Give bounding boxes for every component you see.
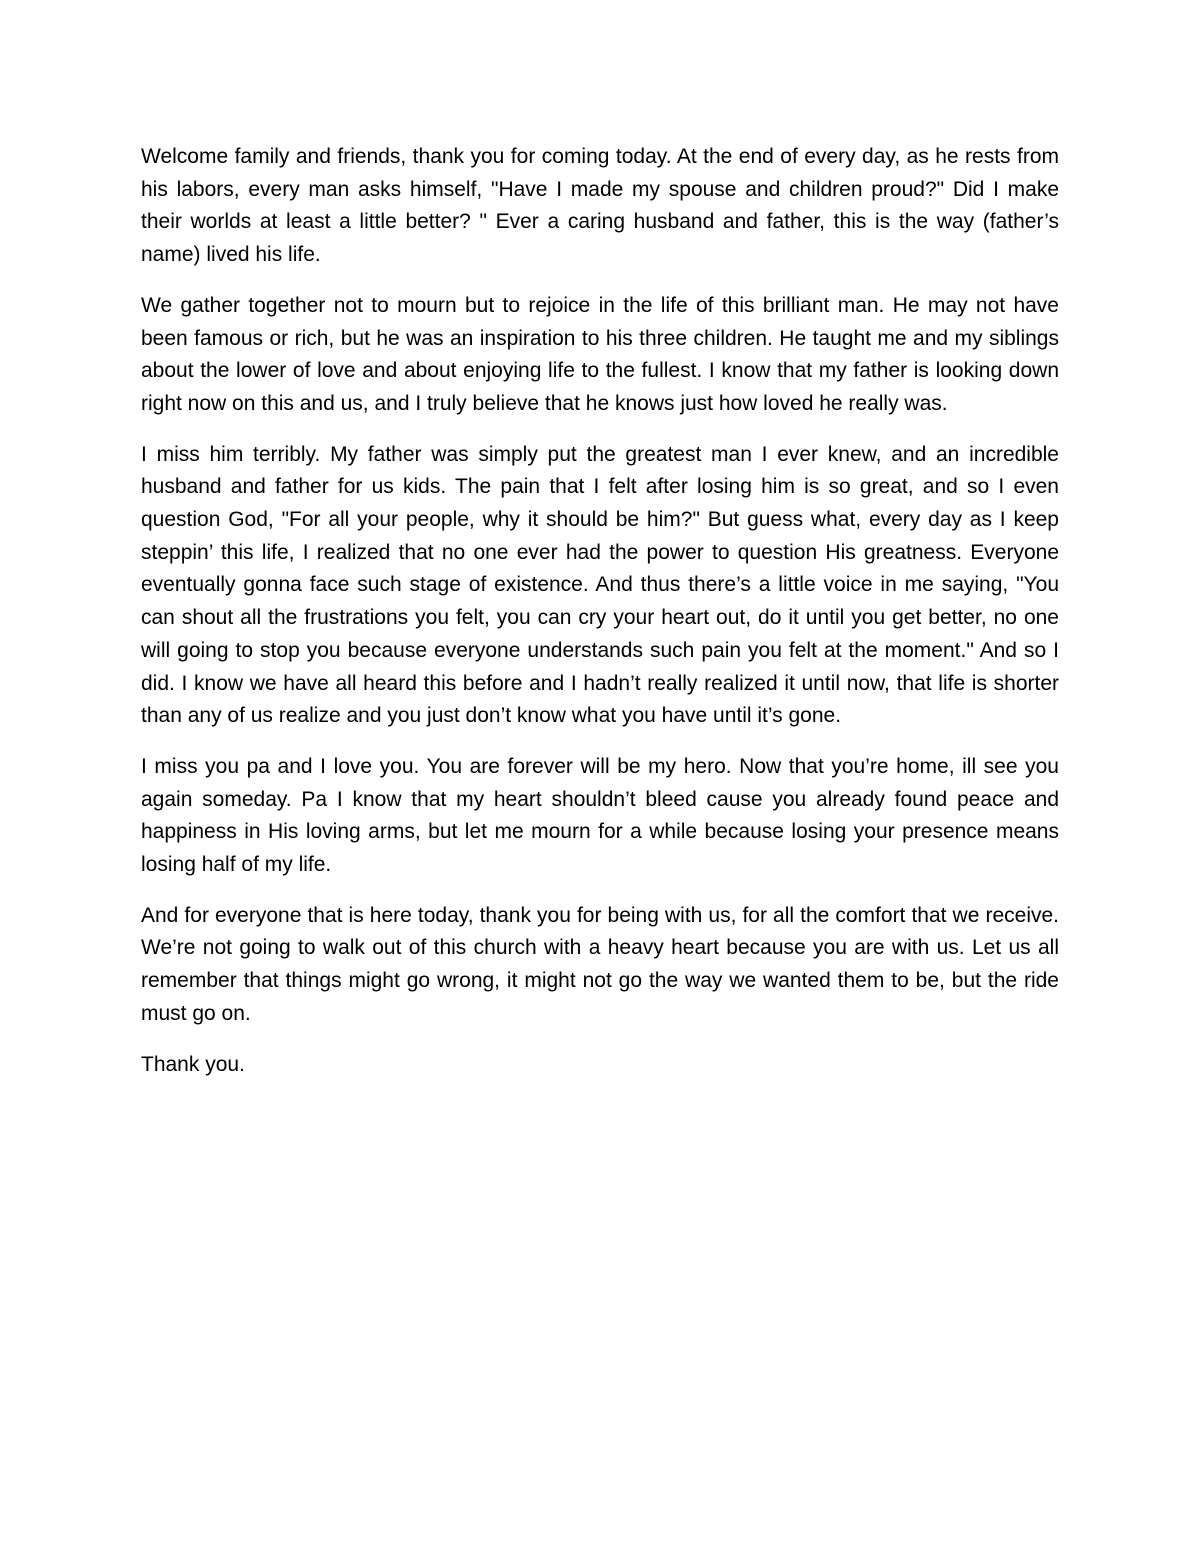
closing-line: Thank you. xyxy=(141,1052,245,1076)
paragraph-welcome: Welcome family and friends, thank you for coming today. At the end of every day, as he rests from his labors, every man asks himself, "Have I made my spouse and children proud?" Did I make their worlds at least a little better? " Ever a caring husband and father, this is the way (father’s name) lived his life. xyxy=(141,145,1059,267)
paragraph-miss-him: I miss him terribly. My father was simply put the greatest man I ever knew, and an incredible husband and father for us kids. The pain that I felt after losing him is so great, and so I even question God, "For all your people, why it should be him?" But guess what, every day as I keep steppin’ this life, I realized that no one ever had the power to question His greatness. Everyone eventually gonna face such stage of existence. And thus there’s a little voice in me saying, "You can shout all the frustrations you felt, you can cry your heart out, do it until you get better, no one will going to stop you because everyone understands such pain you felt at the moment." And so I did. I know we have all heard this before and I hadn’t really realized it until now, that life is shorter than any of us realize and you just don’t know what you have until it’s gone. xyxy=(141,442,1059,728)
paragraph-thanks-everyone: And for everyone that is here today, thank you for being with us, for all the comfort that we receive. We’re not going to walk out of this church with a heavy heart because you are with us. Let us all remember that things might go wrong, it might not go the way we wanted them to be, but the ride must go on. xyxy=(141,903,1059,1025)
paragraph-rejoice: We gather together not to mourn but to rejoice in the life of this brilliant man. He may not have been famous or rich, but he was an inspiration to his three children. He taught me and my siblings about the lower of love and about enjoying life to the fullest. I know that my father is looking down right now on this and us, and I truly believe that he knows just how loved he really was. xyxy=(141,293,1059,415)
paragraph-miss-you-pa: I miss you pa and I love you. You are forever will be my hero. Now that you’re home, ill see you again someday. Pa I know that my heart shouldn’t bleed cause you already found peace and happiness in His loving arms, but let me mourn for a while because losing your presence means losing half of my life. xyxy=(141,754,1059,877)
document-body xyxy=(141,141,1059,1099)
